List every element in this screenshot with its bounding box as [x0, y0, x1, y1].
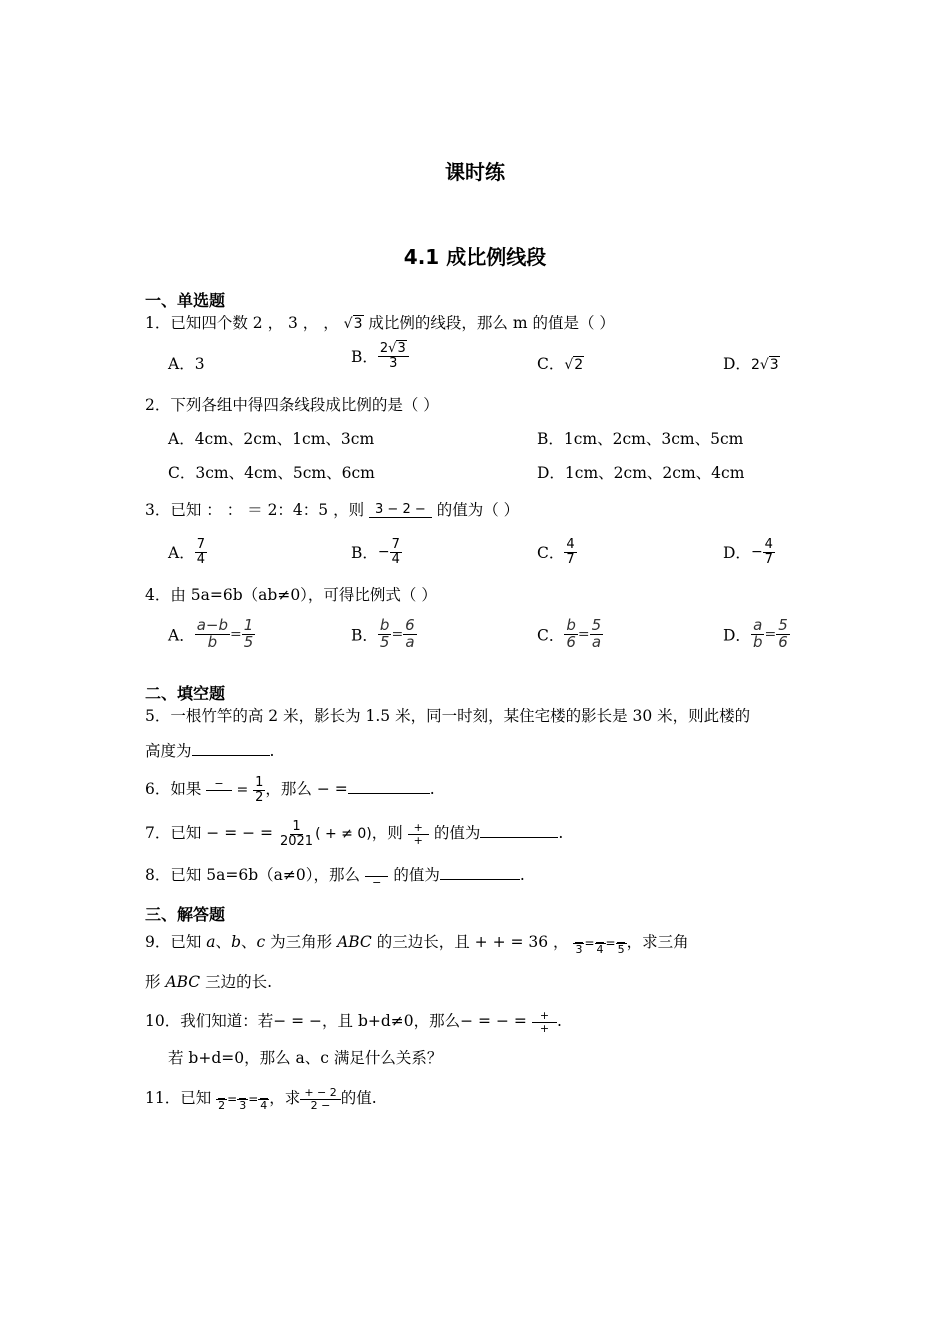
- section-heading-solutions: 三、解答题: [145, 905, 226, 924]
- question-1: [145, 311, 615, 333]
- question-9-line-1: 9．已知 a、b、c 为三角形 ABC 的三边长，且 + + = 36 ， 3 = 4 = 5 ，求三角: [145, 930, 689, 956]
- question-2: 2．下列各组中得四条线段成比例的是（ ）: [145, 396, 439, 414]
- q7-fraction-2: $\frac{+}{+}$: [408, 822, 429, 846]
- question-1-sqrt: √3: [343, 316, 363, 332]
- q8-answer-blank[interactable]: [440, 879, 520, 880]
- question-7: 7．已知 − = − = $\frac{1}{2021}$ ( + ≠ 0)，则 $\frac{+}{+}$ 的值为 .: [145, 819, 564, 849]
- q1-option-d: D．2√3: [723, 355, 779, 373]
- q3-option-d: D．− $\frac{4}{7}$: [723, 537, 773, 567]
- q6-half: $\frac{1}{2}$: [255, 775, 264, 805]
- q4-option-a: A． $\frac{a-b}{b}$ = $\frac{1}{5}$: [168, 616, 254, 651]
- section-heading-fill-blank: 二、填空题: [145, 684, 226, 703]
- question-11: 11．已知 2 = 3 = 4 ，求 $\frac{+ - 2}{2 -}$ 的值.: [145, 1085, 377, 1112]
- q7-answer-blank[interactable]: [480, 837, 558, 838]
- q2-option-c: C．3cm、4cm、5cm、6cm: [168, 464, 375, 482]
- question-3: 3．已知 ： ： ＝ 2：4：5 ，则 3 − 2 − 的值为（ ）: [145, 498, 519, 531]
- q11-fraction-2: 3: [237, 1086, 248, 1111]
- question-6: 6．如果 − = $\frac{1}{2}$ ，那么 − = .: [145, 775, 435, 805]
- question-10-line-2: 若 b+d=0，那么 a、c 满足什么关系？: [168, 1049, 443, 1067]
- page-subtitle: 4.1 成比例线段: [403, 245, 547, 269]
- page-title: 课时练: [445, 160, 505, 184]
- q1-option-a: A．3: [168, 355, 205, 373]
- q3-option-c: C． $\frac{4}{7}$: [537, 537, 575, 567]
- q8-fraction: −: [365, 864, 389, 888]
- question-10-line-1: 10．我们知道：若− = −，且 b+d≠0，那么− = − = $\frac{+}{+}$ .: [145, 1008, 562, 1035]
- q11-fraction-main: $\frac{+ - 2}{2 -}$: [300, 1087, 340, 1111]
- q2-option-a: A．4cm、2cm、1cm、3cm: [168, 430, 375, 448]
- q4-option-b: B． $\frac{b}{5}$ = $\frac{6}{a}$: [351, 616, 415, 651]
- question-1-text: 1．已知四个数 2 ， 3 ， ，: [145, 314, 344, 332]
- q3-option-b: B．− $\frac{7}{4}$: [351, 537, 400, 567]
- q7-fraction: $\frac{1}{2021}$: [279, 819, 314, 849]
- q2-option-d: D．1cm、2cm、2cm、4cm: [537, 464, 745, 482]
- q9-fraction-2: 4: [595, 930, 606, 955]
- q6-fraction: −: [206, 778, 231, 802]
- q11-fraction-1: 2: [216, 1086, 227, 1111]
- q1-option-c: C．√2: [537, 355, 584, 373]
- question-5-line-2: 高度为 .: [145, 742, 275, 760]
- q1-option-b: B． $\frac{2√3}{3}$: [351, 342, 409, 370]
- q9-fraction-3: 5: [616, 930, 627, 955]
- q1-option-b-fraction: $\frac{2√3}{3}$: [378, 342, 409, 370]
- q4-option-d: D． $\frac{a}{b}$ = $\frac{5}{6}$: [723, 616, 788, 651]
- q4-option-c: C． $\frac{b}{6}$ = $\frac{5}{a}$: [537, 616, 602, 651]
- question-1-text-end: 成比例的线段，那么 m 的值是（ ）: [363, 314, 615, 332]
- section-heading-single-choice: 一、单选题: [145, 291, 226, 310]
- q3-option-a: A． $\frac{7}{4}$: [168, 537, 205, 567]
- q2-option-b: B．1cm、2cm、3cm、5cm: [537, 430, 744, 448]
- q9-fraction-1: 3: [573, 930, 584, 955]
- q10-fraction: $\frac{+}{+}$: [532, 1010, 557, 1034]
- question-8: 8．已知 5a=6b（a≠0），那么 − 的值为 .: [145, 863, 525, 888]
- question-9-line-2: 形 ABC 三边的长.: [145, 973, 273, 991]
- q3-fraction: 3 − 2 −: [369, 503, 432, 531]
- question-5-line-1: 5．一根竹竿的高 2 米，影长为 1.5 米，同一时刻，某住宅楼的影长是 30 米，则此楼的: [145, 707, 751, 725]
- question-4: 4．由 5a=6b（ab≠0），可得比例式（ ）: [145, 586, 437, 604]
- q5-answer-blank[interactable]: [192, 755, 270, 756]
- q6-answer-blank[interactable]: [348, 793, 430, 794]
- q11-fraction-3: 4: [258, 1086, 269, 1111]
